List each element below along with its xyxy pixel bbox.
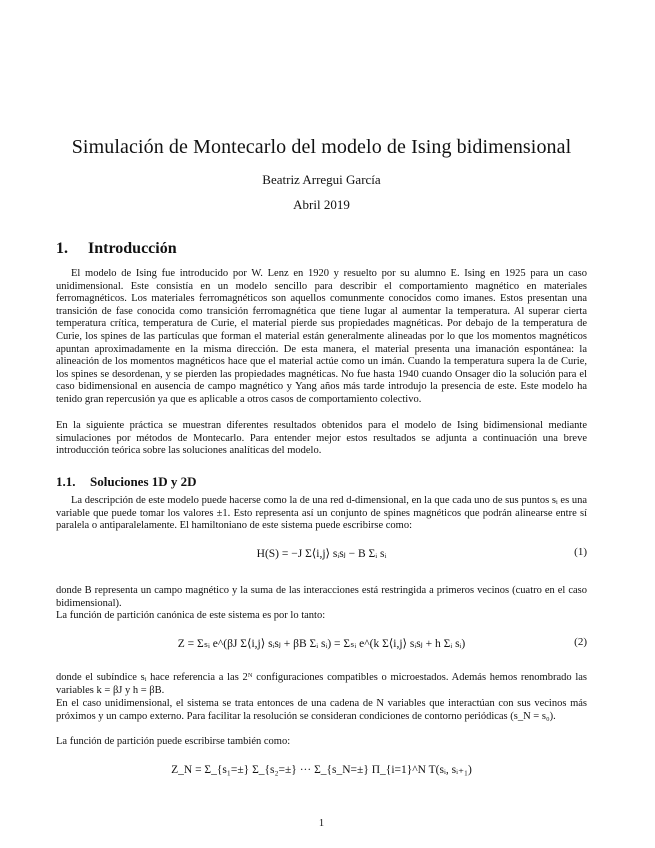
section-title: Introducción	[88, 240, 177, 257]
intro-paragraph-2: En la siguiente práctica se muestran diferentes resultados obtenidos para el modelo de Ising bidimensional mediante simulaciones por métodos de Montecarlo. Para entender mejor estos resultados se adjunta a continuación una breve introducción teórica sobre las soluciones analíticas del modelo.	[56, 420, 587, 457]
equation-3-math: Z_N = Σ_{s₁=±} Σ_{s₂=±} ··· Σ_{s_N=±} Π_{i=1}^N T(sᵢ, sᵢ₊₁)	[171, 764, 472, 776]
subsection-number: 1.1.	[56, 474, 76, 489]
equation-1-number: (1)	[574, 546, 587, 558]
solutions-paragraph-2: donde B representa un campo magnético y la suma de las interacciones está restringida a primeros vecinos (cuatro en el caso bidimensional).	[56, 585, 587, 609]
subsection-title: Soluciones 1D y 2D	[90, 474, 197, 489]
page-number: 1	[318, 818, 325, 829]
section-heading-introduccion	[56, 240, 177, 258]
equation-2	[56, 636, 587, 658]
equation-2-number: (2)	[574, 636, 587, 648]
equation-1	[56, 546, 587, 568]
solutions-paragraph-3: La función de partición canónica de este sistema es por lo tanto:	[56, 610, 326, 621]
paper-page	[56, 0, 587, 848]
intro-paragraph-1: El modelo de Ising fue introducido por W. Lenz en 1920 y resuelto por su alumno E. Ising en 1925 para un caso unidimensional. Este consistía en un modelo sencillo para describir el comportamiento magnético en materiales ferromagnéticos. Los materiales ferromagnéticos son aquellos comunmente conocidos como imanes. Estos presentan una transición de fase conocida como transición ferromagnética que tiene lugar al aumentar la temperatura. Al superar cierta temperatura crítica, temperatura de Curie, el material pierde sus propiedades magnéticas. Por debajo de la temperatura de Curie, los spines de las partículas que forman el material están generalmente alineadas por lo que los momentos magnéticos apuntan aproximadamente en la misma dirección. De esta manera, el material presenta una imanación espontánea: la alineación de los momentos magnéticos hace que el material actúe como un imán. Cuando la temperatura supera la de Curie, los spines se desordenan, y se pierden las propiedades magnéticas. No fue hasta 1940 cuando Onsager dio la solución para el caso bidimensional en ausencia de campo magnético y Yang años más tarde introdujo la presencia de este. Este modelo ha tenido gran repercusión ya que es aplicable a otros casos de comportamiento colectivo.	[56, 268, 587, 405]
solutions-paragraph-1: La descripción de este modelo puede hacerse como la de una red d-dimensional, en la que cada uno de sus puntos sᵢ es una variable que puede tomar los valores ±1. Esto representa así un conjunto de spines magnéticos que podrán alinearse entre sí paralela o antiparalelamente. El hamiltoniano de este sistema puede escribirse como:	[56, 495, 587, 532]
date: Abril 2019	[293, 197, 350, 212]
solutions-paragraph-6: La función de partición puede escribirse también como:	[56, 736, 291, 747]
subsection-heading-soluciones	[56, 474, 197, 490]
equation-2-math: Z = Σₛᵢ e^(βJ Σ⟨i,j⟩ sᵢsⱼ + βB Σᵢ sᵢ) = Σₛᵢ e^(k Σ⟨i,j⟩ sᵢsⱼ + h Σᵢ sᵢ)	[177, 638, 466, 650]
solutions-paragraph-5: En el caso unidimensional, el sistema se trata entonces de una cadena de N variables que interactúan con sus vecinos más próximos y un campo externo. Para facilitar la resolución se consideran condiciones de contorno periódicas (s_N = s₀).	[56, 698, 587, 722]
equation-3	[56, 762, 587, 784]
author: Beatriz Arregui García	[262, 172, 381, 187]
equation-1-math: H(S) = −J Σ⟨i,j⟩ sᵢsⱼ − B Σᵢ sᵢ	[256, 548, 387, 560]
solutions-paragraph-4: donde el subíndice sᵢ hace referencia a las 2ᴺ configuraciones compatibles o microestados. Además hemos renombrado las variables k = βJ y h = βB.	[56, 672, 587, 696]
section-number: 1.	[56, 240, 68, 257]
paper-title: Simulación de Montecarlo del modelo de Ising bidimensional	[71, 136, 572, 158]
